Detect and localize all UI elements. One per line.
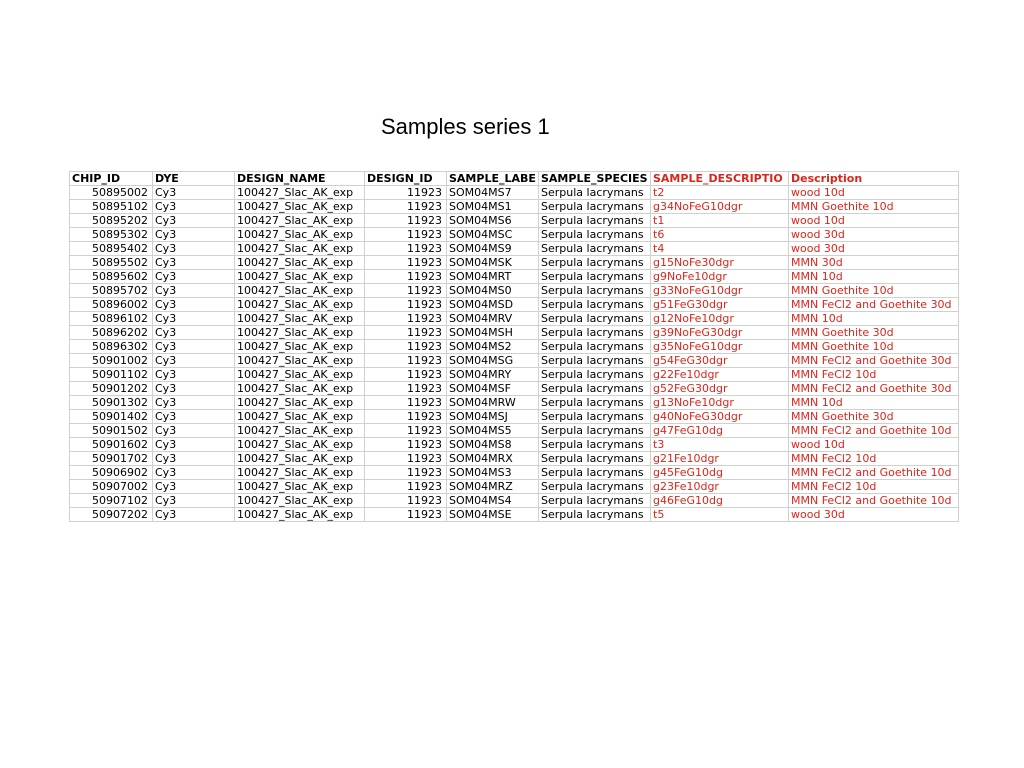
cell-dye: Cy3 bbox=[153, 368, 235, 382]
cell-design-name: 100427_Slac_AK_exp bbox=[235, 214, 365, 228]
cell-design-name: 100427_Slac_AK_exp bbox=[235, 424, 365, 438]
cell-sample-description: g39NoFeG30dgr bbox=[651, 326, 789, 340]
cell-sample-label: SOM04MS2 bbox=[447, 340, 539, 354]
cell-chip-id: 50901002 bbox=[70, 354, 153, 368]
cell-design-name: 100427_Slac_AK_exp bbox=[235, 256, 365, 270]
table-row bbox=[70, 494, 959, 508]
cell-design-name: 100427_Slac_AK_exp bbox=[235, 508, 365, 522]
cell-dye: Cy3 bbox=[153, 452, 235, 466]
cell-chip-id: 50895302 bbox=[70, 228, 153, 242]
cell-description: wood 30d bbox=[789, 242, 959, 256]
cell-design-id: 11923 bbox=[365, 410, 447, 424]
cell-sample-species: Serpula lacrymans bbox=[539, 354, 651, 368]
cell-sample-description: t6 bbox=[651, 228, 789, 242]
cell-description: MMN 10d bbox=[789, 270, 959, 284]
table-header bbox=[70, 172, 959, 186]
cell-chip-id: 50896202 bbox=[70, 326, 153, 340]
cell-description: MMN FeCl2 10d bbox=[789, 452, 959, 466]
cell-description: wood 30d bbox=[789, 508, 959, 522]
cell-design-id: 11923 bbox=[365, 340, 447, 354]
cell-design-id: 11923 bbox=[365, 298, 447, 312]
cell-dye: Cy3 bbox=[153, 424, 235, 438]
cell-description: MMN FeCl2 and Goethite 30d bbox=[789, 382, 959, 396]
cell-design-id: 11923 bbox=[365, 396, 447, 410]
cell-sample-description: g33NoFeG10dgr bbox=[651, 284, 789, 298]
cell-sample-label: SOM04MSJ bbox=[447, 410, 539, 424]
cell-sample-species: Serpula lacrymans bbox=[539, 200, 651, 214]
cell-sample-species: Serpula lacrymans bbox=[539, 340, 651, 354]
cell-dye: Cy3 bbox=[153, 256, 235, 270]
cell-design-name: 100427_Slac_AK_exp bbox=[235, 228, 365, 242]
header-sample-label: SAMPLE_LABE bbox=[447, 172, 539, 186]
table-row bbox=[70, 480, 959, 494]
table-row bbox=[70, 340, 959, 354]
cell-description: MMN 30d bbox=[789, 256, 959, 270]
cell-sample-label: SOM04MS6 bbox=[447, 214, 539, 228]
cell-sample-description: g12NoFe10dgr bbox=[651, 312, 789, 326]
table-row bbox=[70, 326, 959, 340]
cell-design-name: 100427_Slac_AK_exp bbox=[235, 438, 365, 452]
samples-table-container bbox=[69, 171, 959, 522]
cell-description: wood 10d bbox=[789, 186, 959, 200]
cell-design-id: 11923 bbox=[365, 228, 447, 242]
cell-dye: Cy3 bbox=[153, 410, 235, 424]
cell-sample-label: SOM04MS5 bbox=[447, 424, 539, 438]
cell-sample-species: Serpula lacrymans bbox=[539, 494, 651, 508]
cell-chip-id: 50895702 bbox=[70, 284, 153, 298]
cell-dye: Cy3 bbox=[153, 340, 235, 354]
cell-design-id: 11923 bbox=[365, 200, 447, 214]
cell-sample-label: SOM04MRY bbox=[447, 368, 539, 382]
header-row bbox=[70, 172, 959, 186]
cell-design-name: 100427_Slac_AK_exp bbox=[235, 354, 365, 368]
cell-description: MMN Goethite 10d bbox=[789, 340, 959, 354]
cell-description: MMN Goethite 10d bbox=[789, 200, 959, 214]
header-chip-id: CHIP_ID bbox=[70, 172, 153, 186]
cell-sample-label: SOM04MRT bbox=[447, 270, 539, 284]
cell-sample-species: Serpula lacrymans bbox=[539, 284, 651, 298]
table-row bbox=[70, 382, 959, 396]
cell-design-name: 100427_Slac_AK_exp bbox=[235, 200, 365, 214]
header-description: Description bbox=[789, 172, 959, 186]
header-sample-description: SAMPLE_DESCRIPTIO bbox=[651, 172, 789, 186]
table-row bbox=[70, 424, 959, 438]
cell-description: MMN FeCl2 and Goethite 30d bbox=[789, 298, 959, 312]
cell-sample-description: t3 bbox=[651, 438, 789, 452]
cell-dye: Cy3 bbox=[153, 214, 235, 228]
cell-dye: Cy3 bbox=[153, 508, 235, 522]
table-row bbox=[70, 466, 959, 480]
cell-design-name: 100427_Slac_AK_exp bbox=[235, 186, 365, 200]
table-row bbox=[70, 284, 959, 298]
cell-description: MMN 10d bbox=[789, 396, 959, 410]
table-row bbox=[70, 242, 959, 256]
samples-table bbox=[69, 171, 959, 522]
cell-sample-label: SOM04MSE bbox=[447, 508, 539, 522]
cell-chip-id: 50895502 bbox=[70, 256, 153, 270]
cell-sample-label: SOM04MS8 bbox=[447, 438, 539, 452]
cell-design-id: 11923 bbox=[365, 354, 447, 368]
cell-sample-label: SOM04MS3 bbox=[447, 466, 539, 480]
cell-chip-id: 50895002 bbox=[70, 186, 153, 200]
cell-dye: Cy3 bbox=[153, 326, 235, 340]
table-row bbox=[70, 256, 959, 270]
cell-sample-label: SOM04MS0 bbox=[447, 284, 539, 298]
cell-sample-description: t1 bbox=[651, 214, 789, 228]
cell-description: MMN 10d bbox=[789, 312, 959, 326]
cell-design-name: 100427_Slac_AK_exp bbox=[235, 396, 365, 410]
cell-chip-id: 50895402 bbox=[70, 242, 153, 256]
page-title: Samples series 1 bbox=[381, 114, 550, 139]
cell-design-name: 100427_Slac_AK_exp bbox=[235, 284, 365, 298]
cell-sample-species: Serpula lacrymans bbox=[539, 382, 651, 396]
cell-dye: Cy3 bbox=[153, 228, 235, 242]
cell-sample-description: g22Fe10dgr bbox=[651, 368, 789, 382]
cell-description: MMN FeCl2 10d bbox=[789, 480, 959, 494]
cell-sample-label: SOM04MRX bbox=[447, 452, 539, 466]
cell-description: wood 10d bbox=[789, 438, 959, 452]
cell-design-name: 100427_Slac_AK_exp bbox=[235, 340, 365, 354]
cell-sample-species: Serpula lacrymans bbox=[539, 298, 651, 312]
cell-sample-description: g9NoFe10dgr bbox=[651, 270, 789, 284]
cell-chip-id: 50896302 bbox=[70, 340, 153, 354]
cell-sample-species: Serpula lacrymans bbox=[539, 410, 651, 424]
cell-design-id: 11923 bbox=[365, 424, 447, 438]
cell-design-id: 11923 bbox=[365, 452, 447, 466]
cell-chip-id: 50907102 bbox=[70, 494, 153, 508]
cell-design-id: 11923 bbox=[365, 186, 447, 200]
cell-design-id: 11923 bbox=[365, 368, 447, 382]
cell-chip-id: 50896102 bbox=[70, 312, 153, 326]
cell-sample-label: SOM04MSK bbox=[447, 256, 539, 270]
cell-dye: Cy3 bbox=[153, 298, 235, 312]
cell-sample-species: Serpula lacrymans bbox=[539, 480, 651, 494]
cell-dye: Cy3 bbox=[153, 354, 235, 368]
cell-sample-species: Serpula lacrymans bbox=[539, 312, 651, 326]
cell-sample-species: Serpula lacrymans bbox=[539, 186, 651, 200]
cell-dye: Cy3 bbox=[153, 270, 235, 284]
cell-dye: Cy3 bbox=[153, 494, 235, 508]
cell-sample-description: g45FeG10dg bbox=[651, 466, 789, 480]
cell-design-name: 100427_Slac_AK_exp bbox=[235, 452, 365, 466]
cell-sample-description: g54FeG30dgr bbox=[651, 354, 789, 368]
cell-design-id: 11923 bbox=[365, 466, 447, 480]
cell-sample-description: g46FeG10dg bbox=[651, 494, 789, 508]
cell-chip-id: 50901402 bbox=[70, 410, 153, 424]
cell-sample-species: Serpula lacrymans bbox=[539, 270, 651, 284]
cell-sample-species: Serpula lacrymans bbox=[539, 438, 651, 452]
table-row bbox=[70, 452, 959, 466]
cell-sample-species: Serpula lacrymans bbox=[539, 214, 651, 228]
table-row bbox=[70, 438, 959, 452]
cell-dye: Cy3 bbox=[153, 200, 235, 214]
cell-sample-species: Serpula lacrymans bbox=[539, 256, 651, 270]
cell-sample-description: g35NoFeG10dgr bbox=[651, 340, 789, 354]
cell-sample-description: g51FeG30dgr bbox=[651, 298, 789, 312]
cell-sample-description: g23Fe10dgr bbox=[651, 480, 789, 494]
cell-design-name: 100427_Slac_AK_exp bbox=[235, 326, 365, 340]
cell-dye: Cy3 bbox=[153, 382, 235, 396]
cell-design-name: 100427_Slac_AK_exp bbox=[235, 494, 365, 508]
cell-description: wood 10d bbox=[789, 214, 959, 228]
cell-design-name: 100427_Slac_AK_exp bbox=[235, 410, 365, 424]
cell-sample-species: Serpula lacrymans bbox=[539, 242, 651, 256]
cell-chip-id: 50901202 bbox=[70, 382, 153, 396]
cell-sample-species: Serpula lacrymans bbox=[539, 368, 651, 382]
cell-sample-description: t4 bbox=[651, 242, 789, 256]
cell-sample-description: t5 bbox=[651, 508, 789, 522]
cell-design-name: 100427_Slac_AK_exp bbox=[235, 368, 365, 382]
table-row bbox=[70, 228, 959, 242]
cell-chip-id: 50901602 bbox=[70, 438, 153, 452]
table-row bbox=[70, 410, 959, 424]
cell-design-id: 11923 bbox=[365, 214, 447, 228]
cell-sample-species: Serpula lacrymans bbox=[539, 326, 651, 340]
cell-design-name: 100427_Slac_AK_exp bbox=[235, 466, 365, 480]
table-row bbox=[70, 200, 959, 214]
table-row bbox=[70, 354, 959, 368]
table-row bbox=[70, 214, 959, 228]
table-row bbox=[70, 298, 959, 312]
header-design-name: DESIGN_NAME bbox=[235, 172, 365, 186]
cell-description: MMN Goethite 30d bbox=[789, 410, 959, 424]
header-dye: DYE bbox=[153, 172, 235, 186]
cell-design-id: 11923 bbox=[365, 284, 447, 298]
cell-description: wood 30d bbox=[789, 228, 959, 242]
cell-chip-id: 50901502 bbox=[70, 424, 153, 438]
cell-dye: Cy3 bbox=[153, 480, 235, 494]
cell-design-id: 11923 bbox=[365, 242, 447, 256]
cell-design-name: 100427_Slac_AK_exp bbox=[235, 242, 365, 256]
cell-chip-id: 50906902 bbox=[70, 466, 153, 480]
cell-description: MMN FeCl2 and Goethite 10d bbox=[789, 494, 959, 508]
cell-description: MMN FeCl2 and Goethite 10d bbox=[789, 466, 959, 480]
cell-design-name: 100427_Slac_AK_exp bbox=[235, 270, 365, 284]
cell-sample-label: SOM04MSG bbox=[447, 354, 539, 368]
cell-sample-species: Serpula lacrymans bbox=[539, 466, 651, 480]
cell-sample-species: Serpula lacrymans bbox=[539, 396, 651, 410]
cell-design-id: 11923 bbox=[365, 480, 447, 494]
cell-dye: Cy3 bbox=[153, 466, 235, 480]
cell-sample-label: SOM04MSD bbox=[447, 298, 539, 312]
table-row bbox=[70, 396, 959, 410]
cell-design-name: 100427_Slac_AK_exp bbox=[235, 298, 365, 312]
cell-chip-id: 50907002 bbox=[70, 480, 153, 494]
cell-dye: Cy3 bbox=[153, 438, 235, 452]
cell-dye: Cy3 bbox=[153, 312, 235, 326]
cell-sample-label: SOM04MSC bbox=[447, 228, 539, 242]
cell-sample-label: SOM04MRV bbox=[447, 312, 539, 326]
cell-sample-label: SOM04MRZ bbox=[447, 480, 539, 494]
header-sample-species: SAMPLE_SPECIES bbox=[539, 172, 651, 186]
cell-sample-description: g13NoFe10dgr bbox=[651, 396, 789, 410]
cell-sample-label: SOM04MS1 bbox=[447, 200, 539, 214]
cell-design-id: 11923 bbox=[365, 270, 447, 284]
cell-sample-species: Serpula lacrymans bbox=[539, 508, 651, 522]
cell-sample-description: g15NoFe30dgr bbox=[651, 256, 789, 270]
cell-chip-id: 50895102 bbox=[70, 200, 153, 214]
cell-design-name: 100427_Slac_AK_exp bbox=[235, 312, 365, 326]
cell-chip-id: 50907202 bbox=[70, 508, 153, 522]
cell-sample-description: g40NoFeG30dgr bbox=[651, 410, 789, 424]
cell-design-id: 11923 bbox=[365, 382, 447, 396]
cell-description: MMN FeCl2 10d bbox=[789, 368, 959, 382]
table-row bbox=[70, 368, 959, 382]
table-row bbox=[70, 270, 959, 284]
cell-sample-species: Serpula lacrymans bbox=[539, 228, 651, 242]
cell-description: MMN FeCl2 and Goethite 30d bbox=[789, 354, 959, 368]
cell-dye: Cy3 bbox=[153, 242, 235, 256]
cell-design-id: 11923 bbox=[365, 494, 447, 508]
table-row bbox=[70, 508, 959, 522]
cell-description: MMN Goethite 10d bbox=[789, 284, 959, 298]
cell-design-id: 11923 bbox=[365, 508, 447, 522]
cell-design-id: 11923 bbox=[365, 312, 447, 326]
cell-sample-label: SOM04MS4 bbox=[447, 494, 539, 508]
cell-sample-label: SOM04MS7 bbox=[447, 186, 539, 200]
cell-chip-id: 50901102 bbox=[70, 368, 153, 382]
cell-design-id: 11923 bbox=[365, 326, 447, 340]
cell-design-name: 100427_Slac_AK_exp bbox=[235, 480, 365, 494]
table-row bbox=[70, 312, 959, 326]
cell-chip-id: 50895602 bbox=[70, 270, 153, 284]
cell-chip-id: 50896002 bbox=[70, 298, 153, 312]
cell-sample-label: SOM04MS9 bbox=[447, 242, 539, 256]
cell-design-name: 100427_Slac_AK_exp bbox=[235, 382, 365, 396]
cell-design-id: 11923 bbox=[365, 438, 447, 452]
cell-description: MMN Goethite 30d bbox=[789, 326, 959, 340]
cell-dye: Cy3 bbox=[153, 186, 235, 200]
cell-chip-id: 50901302 bbox=[70, 396, 153, 410]
cell-sample-species: Serpula lacrymans bbox=[539, 424, 651, 438]
cell-sample-description: g21Fe10dgr bbox=[651, 452, 789, 466]
cell-chip-id: 50901702 bbox=[70, 452, 153, 466]
table-body bbox=[70, 186, 959, 522]
table-row bbox=[70, 186, 959, 200]
cell-sample-species: Serpula lacrymans bbox=[539, 452, 651, 466]
cell-design-id: 11923 bbox=[365, 256, 447, 270]
cell-sample-description: t2 bbox=[651, 186, 789, 200]
cell-sample-description: g52FeG30dgr bbox=[651, 382, 789, 396]
cell-dye: Cy3 bbox=[153, 396, 235, 410]
cell-sample-label: SOM04MSF bbox=[447, 382, 539, 396]
cell-description: MMN FeCl2 and Goethite 10d bbox=[789, 424, 959, 438]
cell-chip-id: 50895202 bbox=[70, 214, 153, 228]
cell-dye: Cy3 bbox=[153, 284, 235, 298]
cell-sample-label: SOM04MRW bbox=[447, 396, 539, 410]
cell-sample-description: g34NoFeG10dgr bbox=[651, 200, 789, 214]
cell-sample-description: g47FeG10dg bbox=[651, 424, 789, 438]
cell-sample-label: SOM04MSH bbox=[447, 326, 539, 340]
header-design-id: DESIGN_ID bbox=[365, 172, 447, 186]
